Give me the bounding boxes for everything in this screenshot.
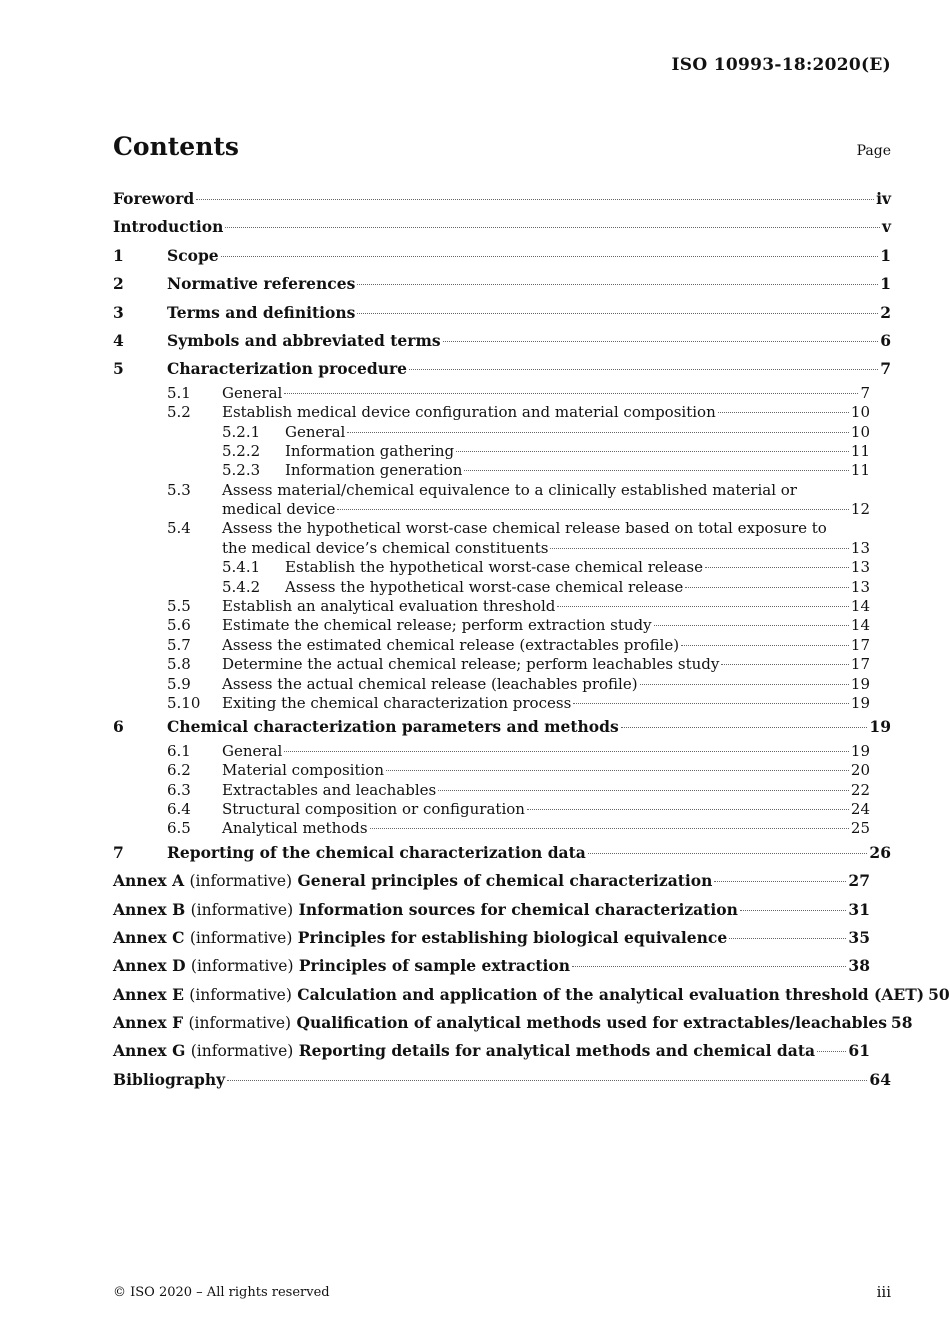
annex-title: General principles of chemical characterization [297,871,713,891]
toc-entry-number: 6.3 [167,780,191,799]
toc-entry-number: 6.5 [167,819,191,838]
toc-entry-page: 12 [850,500,870,519]
dot-leader [572,966,846,967]
toc-entry-title: Estimate the chemical release; perform extraction study [222,616,652,635]
annex-informative: (informative) [189,872,293,891]
dot-leader [347,432,849,433]
footer-copyright: © ISO 2020 – All rights reserved [113,1285,330,1300]
toc-entry-number: 5.2 [167,403,191,422]
dot-leader [357,313,878,314]
annex-label: Annex D [113,956,186,976]
toc-entry-title: Extractables and leachables [222,780,437,799]
toc-entry-page: 19 [850,741,870,760]
toc-entry-title: General [285,422,346,441]
dot-leader [550,548,848,549]
toc-entry-page: 20 [850,761,870,780]
toc-entry-title: Exiting the chemical characterization process [222,694,572,713]
toc-entry[interactable] [113,867,891,895]
toc-entry[interactable] [113,1037,891,1065]
toc-entry-title-line1: Assess the hypothetical worst-case chemical release based on total exposure to [222,519,827,538]
toc-entry-number: 5.10 [167,694,201,713]
toc-entry-title: medical device [222,500,336,519]
annex-informative: (informative) [189,928,293,947]
toc-entry-page: 22 [850,780,870,799]
toc-entry-number: 5.1 [167,383,191,402]
toc-entry-title: Structural composition or configuration [222,799,525,818]
toc-entry-number: 5.2.1 [222,422,261,441]
footer-page-number: iii [876,1283,891,1301]
toc-entry-page: 11 [850,461,870,480]
toc-entry[interactable] [113,675,891,694]
toc-entry-title: Establish the hypothetical worst-case chemical release [285,558,703,577]
dot-leader [654,625,849,626]
contents-title: Contents [113,132,240,161]
toc-entry-page: 35 [848,927,870,947]
toc-entry-page: 58 [890,1013,913,1033]
toc-entry[interactable] [113,403,891,422]
toc-entry[interactable] [113,819,891,838]
toc-entry-page: 64 [869,1069,891,1089]
toc-entry-title: Assess the actual chemical release (leachables profile) [222,674,638,693]
toc-entry[interactable] [113,742,891,761]
toc-entry-title [113,896,738,924]
toc-entry[interactable] [113,558,891,577]
toc-entry[interactable] [113,327,891,355]
toc-entry[interactable] [113,655,891,674]
toc-entry[interactable] [113,616,891,635]
annex-informative: (informative) [190,1042,294,1061]
dot-leader [573,703,849,704]
toc-entry-title: Bibliography [113,1069,226,1089]
toc-entry-title [113,924,727,952]
dot-leader [357,284,878,285]
annex-title: Principles of sample extraction [298,956,571,976]
annex-label: Annex C [113,927,185,947]
dot-leader [225,227,880,228]
toc-entry[interactable] [113,694,891,713]
annex-label: Annex B [113,899,186,919]
toc-entry-title [113,952,570,980]
annex-title: Information sources for chemical characterization [298,899,738,919]
dot-leader [409,369,878,370]
toc-entry[interactable] [113,924,891,952]
dot-leader [370,828,849,829]
dot-leader [438,790,849,791]
toc-entry-page: 14 [850,616,870,635]
toc-entry-title [113,1009,887,1037]
toc-entry-title: Determine the actual chemical release; perform leachables study [222,655,720,674]
toc-entry[interactable] [113,981,950,1009]
dot-leader [588,853,868,854]
toc-entry[interactable] [113,839,891,867]
toc-entry-title: Scope [167,245,219,265]
toc-entry-title: Information gathering [285,441,455,460]
toc-entry[interactable] [113,461,891,480]
annex-label: Annex E [113,984,184,1004]
toc-entry-number: 4 [113,330,124,350]
toc-entry-title [113,1037,815,1065]
toc-entry-number: 5.9 [167,674,191,693]
toc-entry[interactable] [113,781,891,800]
dot-leader [640,684,849,685]
toc-entry-title: the medical device’s chemical constituents [222,538,549,557]
toc-entry-page: 13 [850,538,870,557]
toc-entry[interactable] [113,299,891,327]
toc-entry-title: Chemical characterization parameters and methods [167,717,619,737]
toc-entry[interactable] [113,761,891,780]
toc-entry-page: 38 [848,956,870,976]
toc-entry-number: 5 [113,359,124,379]
annex-label: Annex G [113,1041,186,1061]
toc-entry-page: 6 [880,330,891,350]
toc-entry-page: 11 [850,441,870,460]
toc-entry[interactable] [113,713,891,741]
toc-entry-title: Establish medical device configuration and material composition [222,403,716,422]
dot-leader [714,881,846,882]
dot-leader [284,393,858,394]
annex-label: Annex F [113,1013,184,1033]
dot-leader [729,938,846,939]
toc-entry-title: Introduction [113,217,224,237]
toc-entry-number: 1 [113,245,124,265]
toc-entry-page: 19 [850,694,870,713]
toc-entry-title: General [222,383,283,402]
toc-entry-title: Foreword [113,189,195,208]
toc-entry[interactable] [113,423,891,442]
toc-entry-page: 17 [850,635,870,654]
toc-entry-page: 1 [880,274,891,294]
toc-entry-title: Analytical methods [222,819,368,838]
toc-entry-page: 27 [848,871,870,891]
toc-entry-title [113,867,712,895]
toc-entry[interactable] [113,800,891,819]
dot-leader [527,809,849,810]
toc-entry-title-line1: Assess material/chemical equivalence to a clinically established material or [222,480,797,499]
toc-entry[interactable] [113,213,891,241]
toc-entry-number: 5.6 [167,616,191,635]
toc-entry[interactable] [113,481,891,520]
toc-entry-number: 5.7 [167,635,191,654]
toc-entry-title: Symbols and abbreviated terms [167,330,441,350]
dot-leader [621,727,868,728]
toc-entry-title: Establish an analytical evaluation threshold [222,597,556,616]
toc-entry[interactable] [113,519,891,558]
toc-entry[interactable] [113,242,891,270]
toc-entry-number: 6.1 [167,741,191,760]
toc-entry-title: Reporting of the chemical characterization data [167,842,586,862]
toc-entry-page: 26 [869,842,891,862]
annex-label: Annex A [113,871,185,891]
dot-leader [443,341,879,342]
toc-entry-page: 14 [850,597,870,616]
toc-entry-page: iv [876,189,891,208]
annex-informative: (informative) [190,900,294,919]
toc-entry-title: Characterization procedure [167,359,408,379]
toc-entry-page: 10 [850,403,870,422]
toc-entry-title: Assess the estimated chemical release (extractables profile) [222,635,680,654]
dot-leader [227,1080,867,1081]
table-of-contents [113,185,950,1094]
toc-entry[interactable] [113,355,891,383]
toc-entry-number: 5.2.2 [222,441,261,460]
toc-entry[interactable] [113,952,891,980]
toc-entry-number: 6.4 [167,799,191,818]
dot-leader [705,567,849,568]
dot-leader [284,751,849,752]
toc-entry-page: 1 [880,245,891,265]
toc-entry-page: 24 [850,799,870,818]
annex-title: Calculation and application of the analytical evaluation threshold (AET) [297,984,925,1004]
toc-entry[interactable] [113,578,891,597]
toc-entry-page: 10 [850,422,870,441]
toc-entry-page: 13 [850,577,870,596]
toc-entry[interactable] [113,442,891,461]
dot-leader [681,645,849,646]
annex-title: Reporting details for analytical methods and chemical data [298,1041,816,1061]
dot-leader [221,256,879,257]
toc-entry-title: Assess the hypothetical worst-case chemical release [285,577,684,596]
toc-entry-page: 2 [880,302,891,322]
toc-entry[interactable] [113,185,891,213]
toc-entry-number: 7 [113,842,124,862]
dot-leader [456,451,849,452]
toc-entry-title [113,981,924,1009]
annex-informative: (informative) [190,957,294,976]
dot-leader [685,587,849,588]
dot-leader [196,199,874,200]
dot-leader [817,1051,846,1052]
dot-leader [740,910,847,911]
annex-informative: (informative) [188,1014,292,1033]
annex-informative: (informative) [189,985,292,1004]
annex-title: Qualification of analytical methods used for extractables/leachables [296,1013,887,1033]
toc-entry-number: 3 [113,302,124,322]
dot-leader [718,412,849,413]
dot-leader [721,664,849,665]
toc-entry-number: 5.8 [167,655,191,674]
toc-entry-page: 25 [850,819,870,838]
document-id: ISO 10993-18:2020(E) [671,55,891,75]
toc-entry-page: 7 [880,359,891,379]
toc-entry-title: General [222,741,283,760]
toc-entry-page: 19 [869,717,891,737]
toc-entry-number: 2 [113,274,124,294]
toc-entry-title: Terms and definitions [167,302,356,322]
annex-title: Principles for establishing biological equivalence [297,927,728,947]
toc-entry-number: 5.5 [167,597,191,616]
toc-entry-title: Normative references [167,274,356,294]
toc-entry-page: 13 [850,558,870,577]
toc-entry-page: 19 [850,674,870,693]
toc-entry-page: 17 [850,655,870,674]
toc-entry-number: 5.2.3 [222,461,261,480]
toc-entry-number: 5.4.2 [222,577,261,596]
toc-entry[interactable] [113,384,891,403]
toc-entry-number: 6.2 [167,761,191,780]
toc-entry[interactable] [113,597,891,616]
toc-entry[interactable] [113,636,891,655]
toc-entry[interactable] [113,896,891,924]
toc-entry-number: 6 [113,717,124,737]
dot-leader [386,770,849,771]
toc-entry-page: 31 [848,899,870,919]
dot-leader [464,470,848,471]
toc-entry-page: 7 [860,383,870,402]
toc-entry-page: v [881,217,891,237]
toc-entry-number: 5.4.1 [222,558,261,577]
dot-leader [557,606,849,607]
toc-entry[interactable] [113,1066,891,1094]
toc-entry-page: 50 [928,984,950,1004]
toc-entry-number: 5.4 [167,519,191,538]
toc-entry-number: 5.3 [167,480,191,499]
page-column-label: Page [856,143,891,159]
dot-leader [337,509,848,510]
toc-entry-title: Information generation [285,461,463,480]
toc-entry[interactable] [113,1009,913,1037]
toc-entry-page: 61 [848,1041,870,1061]
toc-entry[interactable] [113,270,891,298]
toc-entry-title: Material composition [222,761,384,780]
